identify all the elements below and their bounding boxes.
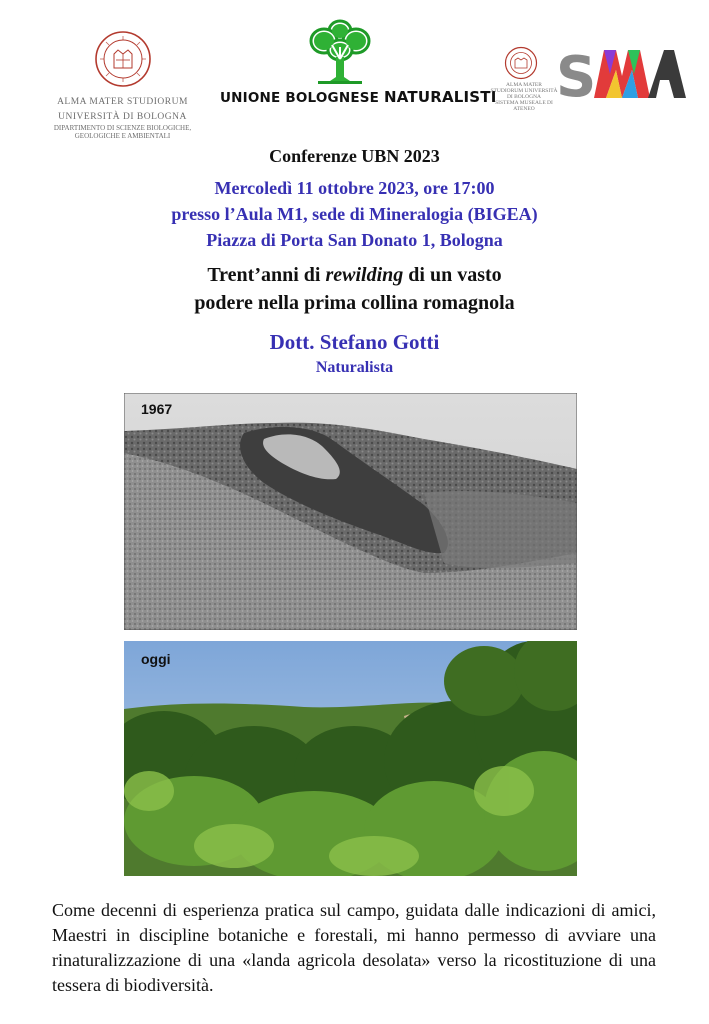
talk-title-line1: Trent’anni di rewilding di un vasto (207, 264, 502, 286)
sma-seal-caption: ALMA MATER STUDIORUM UNIVERSITÀ DI BOLOGNA SISTEMA MUSEALE DI ATENEO (490, 82, 558, 113)
ubn-wordmark (220, 88, 497, 106)
landscape-color-image (124, 641, 577, 876)
talk-title-line2: podere nella prima collina romagnola (194, 292, 515, 314)
title-italic-word: rewilding (325, 264, 404, 286)
university-seal-icon (94, 30, 152, 88)
event-venue: presso l’Aula M1, sede di Mineralogia (BIGEA) (171, 204, 538, 224)
conference-series: Conferenze UBN 2023 (269, 146, 440, 166)
university-seal-small-icon (504, 46, 538, 80)
university-name-line1: ALMA MATER STUDIORUM (57, 97, 188, 107)
university-logo (40, 30, 205, 140)
landscape-bw-image (124, 393, 577, 630)
photo-1967 (124, 393, 577, 630)
tree-icon (300, 15, 380, 87)
event-address: Piazza di Porta San Donato 1, Bologna (206, 230, 503, 250)
department-name: DIPARTIMENTO DI SCIENZE BIOLOGICHE, GEOLOGICHE E AMBIENTALI (53, 123, 192, 140)
svg-text:S: S (556, 45, 597, 102)
speaker-name: Dott. Stefano Gotti (269, 330, 440, 354)
ubn-name-part1: UNIONE BOLOGNESE (220, 90, 380, 106)
ubn-name-part2: NATURALISTI (384, 88, 497, 106)
university-name-line2: UNIVERSITÀ DI BOLOGNA (58, 111, 187, 122)
photo-label-oggi: oggi (141, 651, 171, 667)
sma-logo (490, 44, 690, 114)
photo-oggi (124, 641, 577, 876)
speaker-role: Naturalista (315, 359, 394, 376)
photo-label-1967: 1967 (141, 401, 173, 417)
sma-acronym-logo (556, 44, 686, 102)
event-date: Mercoledì 11 ottobre 2023, ore 17:00 (214, 178, 495, 198)
ubn-logo (220, 15, 497, 106)
event-description: Come decenni di esperienza pratica sul campo, guidata dalle indicazioni di amici, Maestri in discipline botaniche e forestali, mi hanno permesso di avviare una rinaturalizzazione di una «landa agricola desolata» verso la ricostituzione di una tessera di biodiversità. (52, 900, 656, 995)
